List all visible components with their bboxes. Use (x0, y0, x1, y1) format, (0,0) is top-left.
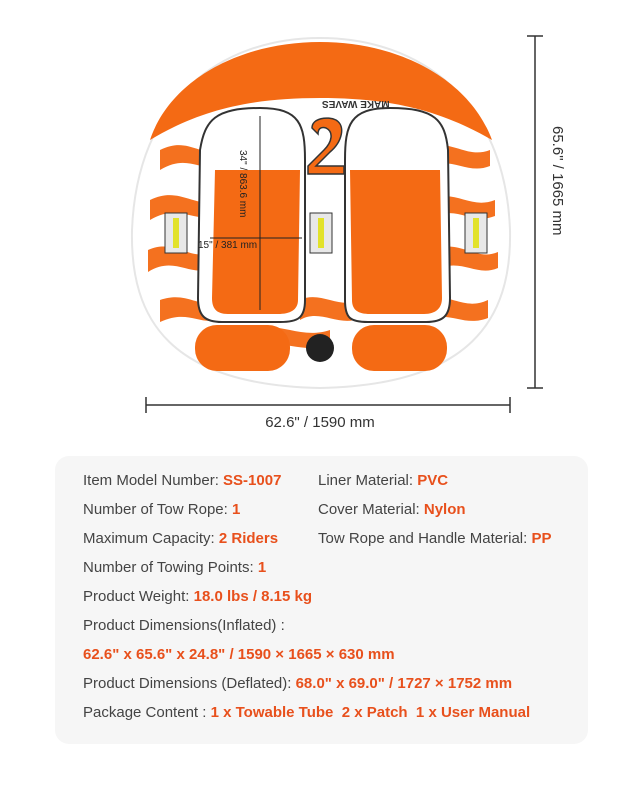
height-label: 65.6" / 1665 mm (549, 126, 566, 236)
spec-handle-material: Tow Rope and Handle Material: PP (318, 530, 552, 547)
spec-liner: Liner Material: PVC (318, 472, 449, 489)
spec-weight: Product Weight: 18.0 lbs / 8.15 kg (83, 588, 313, 605)
height-dimension-line (527, 36, 543, 388)
seat-height-label: 34" / 863.6 mm (237, 150, 248, 218)
spec-deflated: Product Dimensions (Deflated): 68.0" x 69.0" / 1727 × 1752 mm (83, 675, 513, 692)
left-front-bolster (195, 325, 290, 371)
spec-inflated-value: 62.6" x 65.6" x 24.8" / 1590 × 1665 × 630 mm (83, 646, 395, 663)
spec-cover: Cover Material: Nylon (318, 501, 466, 518)
spec-tow-rope: Number of Tow Rope: 1 (83, 501, 241, 518)
width-dimension-line (146, 397, 510, 413)
spec-capacity: Maximum Capacity: 2 Riders (83, 530, 279, 547)
spec-inflated-label: Product Dimensions(Inflated) : (83, 617, 285, 634)
valve-cap (306, 334, 334, 362)
spec-towing-points: Number of Towing Points: 1 (83, 559, 267, 576)
right-seat-cushion (350, 170, 442, 314)
spec-package: Package Content : 1 x Towable Tube 2 x Patch 1 x User Manual (83, 704, 531, 721)
right-front-bolster (352, 325, 447, 371)
seat-width-label: 15" / 381 mm (198, 240, 258, 251)
spec-model: Item Model Number: SS-1007 (83, 472, 282, 489)
width-label: 62.6" / 1590 mm (265, 414, 375, 431)
brand-text: MAKE WAVES (322, 98, 390, 109)
